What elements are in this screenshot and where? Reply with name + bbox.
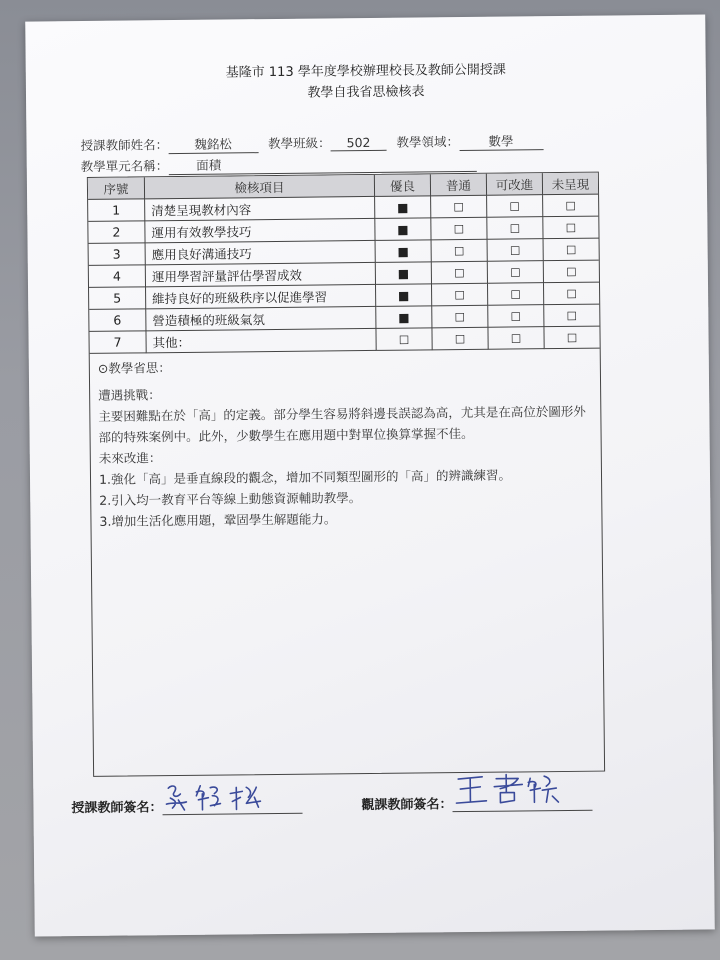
row-item: 運用學習評量評估學習成效 bbox=[145, 262, 375, 286]
checkbox-average[interactable]: □ bbox=[431, 195, 487, 218]
teacher-name-label: 授課教師姓名： bbox=[80, 137, 169, 154]
form-sheet bbox=[25, 14, 715, 936]
header-not-shown: 未呈現 bbox=[542, 173, 598, 195]
checkbox-excellent[interactable]: ■ bbox=[375, 240, 431, 263]
reflection-line: 部的特殊案例中。此外，少數學生在應用題中對單位換算掌握不佳。 bbox=[98, 425, 474, 445]
checkbox-average[interactable]: □ bbox=[431, 217, 487, 240]
checkbox-excellent[interactable]: ■ bbox=[375, 218, 431, 241]
row-number: 1 bbox=[88, 199, 145, 222]
checkbox-average[interactable]: □ bbox=[431, 239, 487, 262]
reflection-line: 遭遇挑戰： bbox=[98, 387, 161, 403]
reflection-line: 3.增加生活化應用題，鞏固學生解題能力。 bbox=[99, 511, 337, 529]
checkbox-excellent[interactable]: ■ bbox=[375, 284, 431, 307]
checkbox-improvable[interactable]: □ bbox=[488, 327, 544, 350]
teacher-info-line bbox=[80, 131, 543, 155]
checkbox-not-shown[interactable]: □ bbox=[543, 282, 599, 305]
checkbox-improvable[interactable]: □ bbox=[487, 217, 543, 240]
unit-name-value: 面積 bbox=[168, 153, 476, 175]
checkbox-average[interactable]: □ bbox=[431, 261, 487, 284]
reflection-section bbox=[90, 349, 602, 536]
row-number: 4 bbox=[89, 265, 146, 288]
reflection-line: 2.引入均一教育平台等線上動態資源輔助教學。 bbox=[99, 490, 362, 508]
checkbox-improvable[interactable]: □ bbox=[488, 305, 544, 328]
row-number: 7 bbox=[89, 331, 146, 354]
row-item: 運用有效教學技巧 bbox=[145, 218, 375, 242]
row-item: 其他： bbox=[146, 328, 376, 352]
row-number: 3 bbox=[89, 243, 146, 266]
checkbox-excellent[interactable]: ■ bbox=[375, 262, 431, 285]
checkbox-improvable[interactable]: □ bbox=[487, 283, 543, 306]
form-title: 基隆市 113 學年度學校辦理校長及教師公開授課 bbox=[225, 62, 506, 81]
header-no: 序號 bbox=[88, 177, 145, 199]
observer-signature-ink bbox=[452, 770, 592, 811]
reflection-line: 未來改進： bbox=[98, 450, 162, 466]
row-item: 清楚呈現教材內容 bbox=[145, 196, 375, 220]
row-item: 應用良好溝通技巧 bbox=[145, 240, 375, 264]
teacher-signature-label: 授課教師簽名： bbox=[71, 800, 163, 817]
form-subtitle: 教學自我省思檢核表 bbox=[307, 84, 425, 101]
checkbox-not-shown[interactable]: □ bbox=[543, 260, 599, 283]
row-number: 5 bbox=[89, 287, 146, 310]
unit-name-label: 教學單元名稱： bbox=[80, 158, 169, 175]
checklist-table bbox=[88, 173, 600, 354]
row-number: 6 bbox=[89, 309, 146, 332]
row-item: 維持良好的班級秩序以促進學習 bbox=[146, 284, 376, 308]
checkbox-not-shown[interactable]: □ bbox=[543, 194, 599, 217]
observer-signature-label: 觀課教師簽名： bbox=[361, 797, 453, 814]
header-average: 普通 bbox=[430, 174, 486, 196]
checkbox-not-shown[interactable]: □ bbox=[543, 216, 599, 239]
teacher-signature bbox=[162, 789, 302, 815]
reflection-line: 1.強化「高」是垂直線段的觀念，增加不同類型圖形的「高」的辨識練習。 bbox=[98, 467, 512, 487]
teacher-signature-block bbox=[71, 789, 302, 816]
class-label: 教學班級： bbox=[267, 135, 331, 152]
row-number: 2 bbox=[88, 221, 145, 244]
reflection-heading: ⊙教學省思： bbox=[97, 360, 171, 376]
teacher-name-value: 魏銘松 bbox=[168, 134, 258, 154]
checkbox-not-shown[interactable]: □ bbox=[544, 326, 600, 349]
checkbox-average[interactable]: □ bbox=[432, 305, 488, 328]
checklist-form bbox=[87, 172, 605, 777]
checkbox-excellent[interactable]: □ bbox=[376, 328, 432, 351]
header-improvable: 可改進 bbox=[486, 173, 542, 195]
checkbox-average[interactable]: □ bbox=[432, 327, 488, 350]
observer-signature-block bbox=[361, 786, 592, 813]
reflection-line: 主要困難點在於「高」的定義。部分學生容易將斜邊長誤認為高，尤其是在高位於圖形外 bbox=[98, 403, 586, 424]
field-value: 數學 bbox=[459, 131, 543, 151]
checkbox-improvable[interactable]: □ bbox=[487, 239, 543, 262]
checkbox-improvable[interactable]: □ bbox=[487, 261, 543, 284]
checkbox-not-shown[interactable]: □ bbox=[543, 238, 599, 261]
observer-signature bbox=[452, 786, 592, 812]
checkbox-improvable[interactable]: □ bbox=[487, 195, 543, 218]
header-item: 檢核項目 bbox=[144, 175, 374, 199]
row-item: 營造積極的班級氣氛 bbox=[146, 306, 376, 330]
checkbox-excellent[interactable]: ■ bbox=[375, 196, 431, 219]
teacher-signature-ink bbox=[162, 779, 302, 814]
checkbox-not-shown[interactable]: □ bbox=[544, 304, 600, 327]
class-value: 502 bbox=[330, 135, 386, 152]
checkbox-excellent[interactable]: ■ bbox=[376, 306, 432, 329]
field-label: 教學領域： bbox=[396, 134, 460, 150]
checkbox-average[interactable]: □ bbox=[431, 283, 487, 306]
header-excellent: 優良 bbox=[374, 174, 430, 196]
